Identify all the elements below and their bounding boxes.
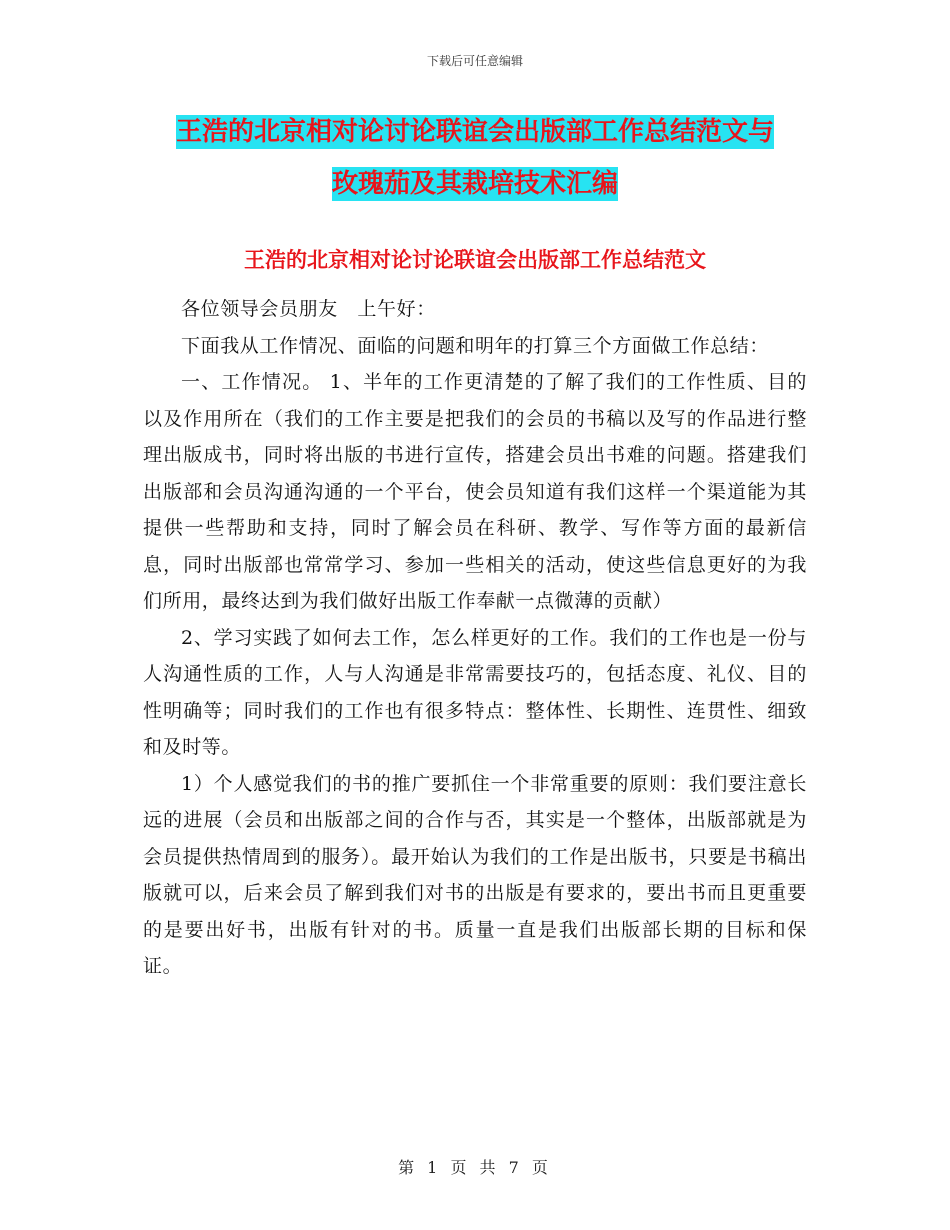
paragraph: 一、工作情况。 1、半年的工作更清楚的了解了我们的工作性质、目的以及作用所在（我们的工作主要是把我们的会员的书稿以及写的作品进行整理出版成书，同时将出版的书进行宣传，搭建会员出书难的问题。搭建我们出版部和会员沟通沟通的一个平台，使会员知道有我们这样一个渠道能为其提供一些帮助和支持，同时了解会员在科研、教学、写作等方面的最新信息，同时出版部也常常学习、参加一些相关的活动，使这些信息更好的为我们所用，最终达到为我们做好出版工作奉献一点微薄的贡献） [143,371,807,612]
title-line-2: 玫瑰茄及其栽培技术汇编 [331,169,618,199]
paragraph: 1）个人感觉我们的书的推广要抓住一个非常重要的原则：我们要注意长远的进展（会员和出版部之间的合作与否，其实是一个整体，出版部就是为会员提供热情周到的服务）。最开始认为我们的工作是出版书，只要是书稿出版就可以，后来会员了解到我们对书的出版是有要求的，要出书而且更重要的是要出好书，出版有针对的书。质量一直是我们出版部长期的目标和保证。 [143,772,807,977]
paragraph: 2、学习实践了如何去工作，怎么样更好的工作。我们的工作也是一份与人沟通性质的工作，人与人沟通是非常需要技巧的，包括态度、礼仪、目的性明确等；同时我们的工作也有很多特点：整体性、长期性、连贯性、细致和及时等。 [143,626,807,758]
section-title: 王浩的北京相对论讨论联谊会出版部工作总结范文 [244,248,706,272]
document-body [143,291,807,985]
paragraph: 各位领导会员朋友 上午好： [181,298,436,320]
page-number: 第 1 页 共 7 页 [398,1158,552,1177]
document-title [140,106,810,210]
title-line-1: 王浩的北京相对论讨论联谊会出版部工作总结范文与 [175,117,774,147]
page-header-note: 下载后可任意编辑 [426,54,523,68]
paragraph: 下面我从工作情况、面临的问题和明年的打算三个方面做工作总结： [181,334,770,357]
